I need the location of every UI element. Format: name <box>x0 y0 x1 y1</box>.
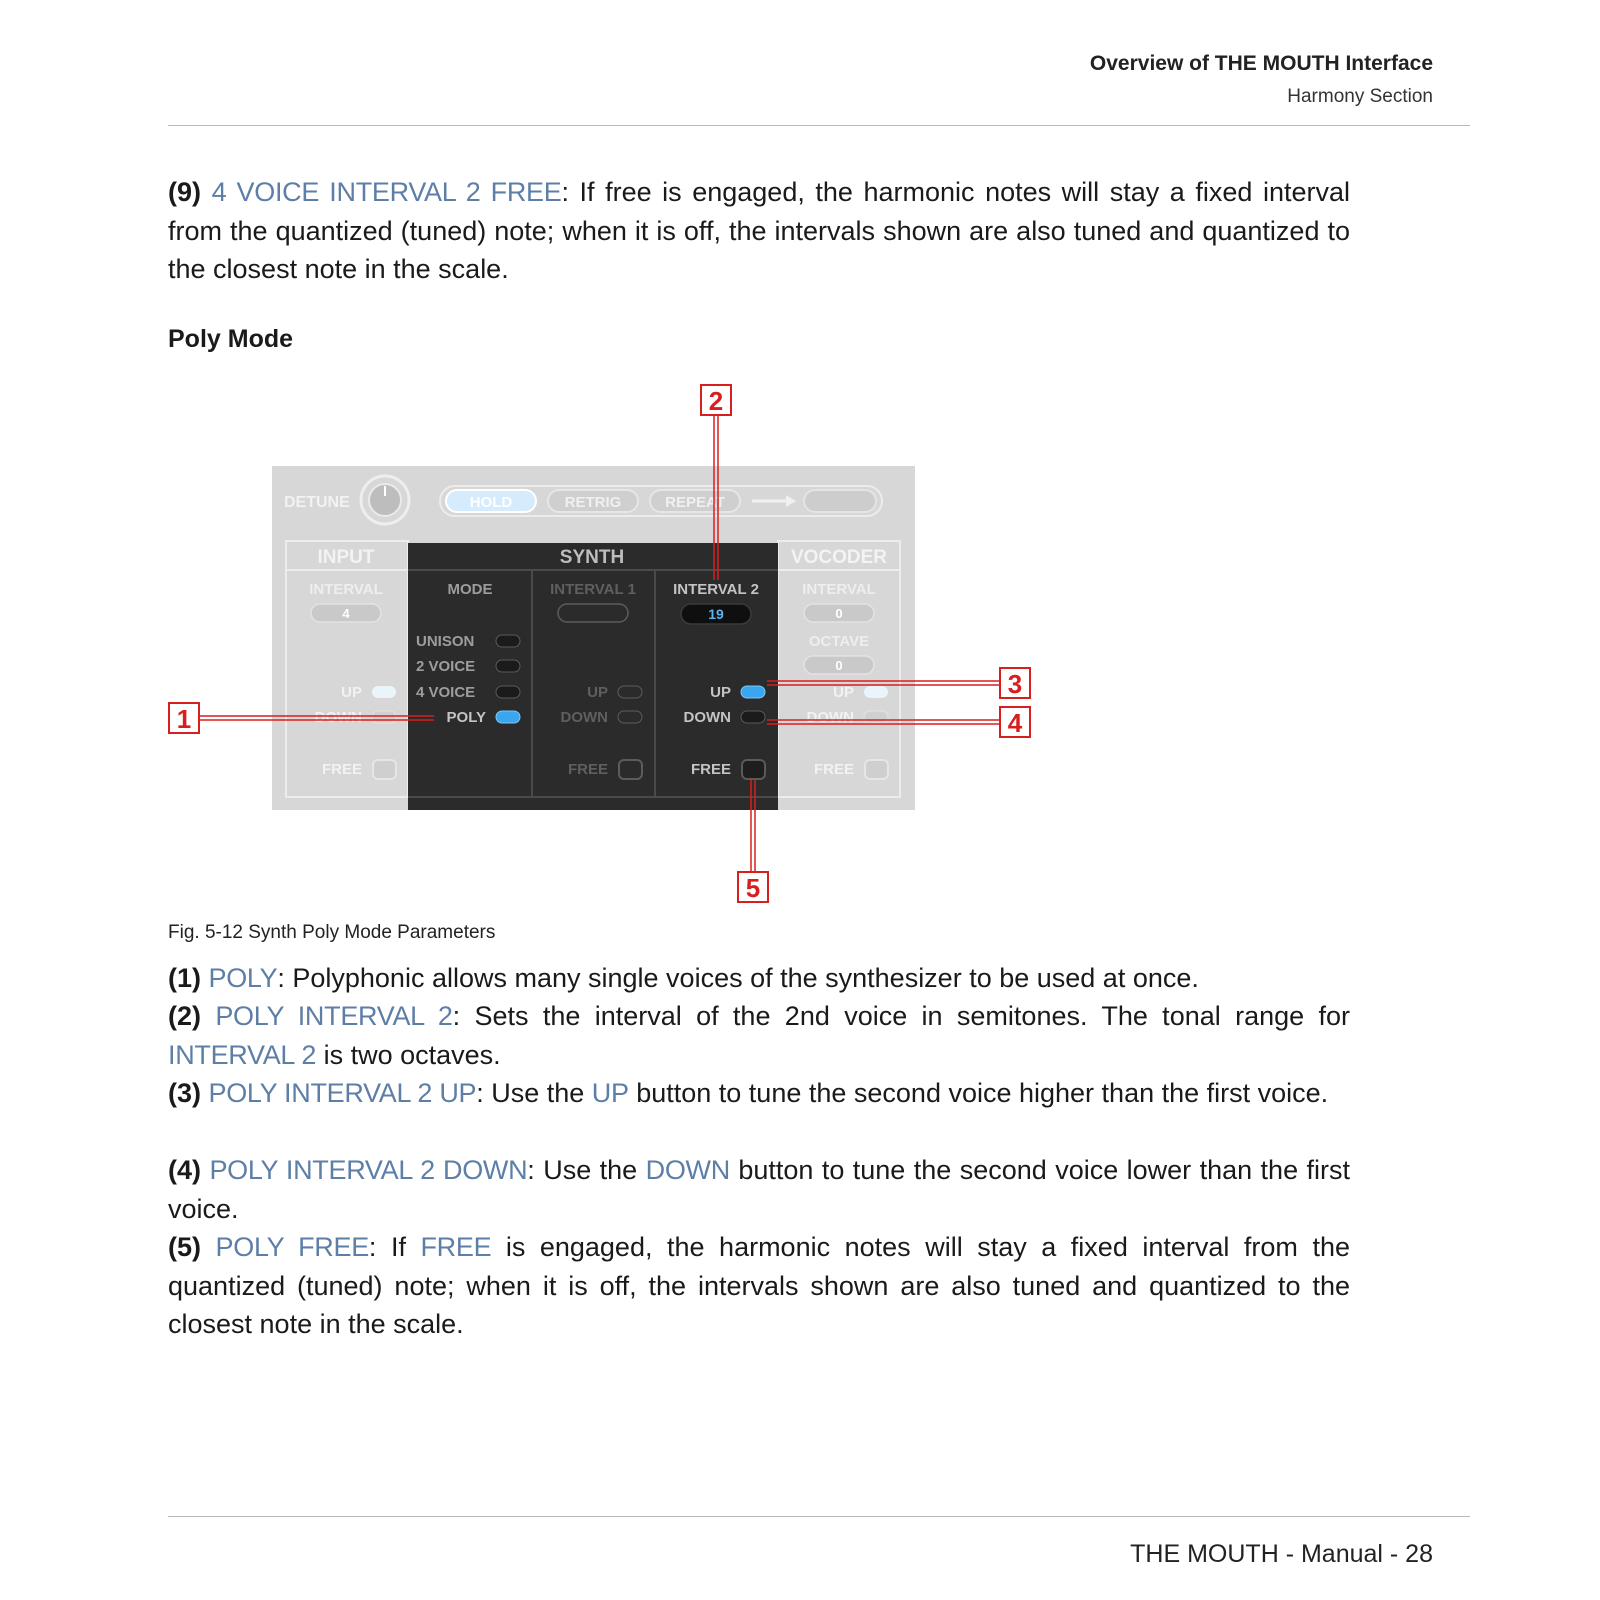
input-interval-value: 4 <box>342 606 350 621</box>
mode-4voice-label: 4 VOICE <box>416 684 476 701</box>
interval1-down-toggle[interactable] <box>618 711 642 723</box>
item-2-paragraph <box>168 997 1350 1074</box>
item-9-text: : If free is engaged, the harmonic notes will stay a fixed interval from the quantized (tuned) note; when it is off, the intervals shown are also tuned and quantized to the closest note in the scale. <box>168 177 1350 284</box>
header-title: Overview of THE MOUTH Interface <box>1089 52 1433 75</box>
item-term: POLY INTERVAL 2 DOWN <box>209 1155 528 1185</box>
mode-unison-toggle[interactable] <box>496 635 520 647</box>
mode-poly-toggle[interactable] <box>496 711 520 723</box>
header-subtitle: Harmony Section <box>1287 86 1433 107</box>
input-title: INPUT <box>317 547 375 568</box>
item-text: : Use the <box>476 1078 592 1108</box>
vocoder-interval-label: INTERVAL <box>802 581 876 598</box>
item-4-paragraph <box>168 1151 1350 1228</box>
item-term-inline: DOWN <box>645 1155 730 1185</box>
mode-2voice-label: 2 VOICE <box>416 658 476 675</box>
input-down-toggle[interactable] <box>372 711 396 723</box>
interval2-free-toggle[interactable] <box>742 760 765 779</box>
interval1-up-label: UP <box>587 684 608 701</box>
vocoder-free-label: FREE <box>813 761 854 778</box>
page-footer: THE MOUTH - Manual - 28 <box>1130 1540 1433 1568</box>
repeat-rate-field[interactable] <box>804 490 876 512</box>
mode-poly-label: POLY <box>446 709 486 726</box>
interval2-label: INTERVAL 2 <box>673 581 759 598</box>
callout-1-number: 1 <box>176 704 192 734</box>
input-free-toggle[interactable] <box>373 760 396 779</box>
input-interval-label: INTERVAL <box>309 581 383 598</box>
item-term-inline: FREE <box>420 1232 492 1262</box>
interval1-free-toggle[interactable] <box>619 760 642 779</box>
item-text-tail: button to tune the second voice lower than the first voice. <box>168 1155 1351 1224</box>
input-up-label: UP <box>341 684 362 701</box>
interval1-free-label: FREE <box>567 761 608 778</box>
item-text: : Polyphonic allows many single voices of the synthesizer to be used at once. <box>277 963 1199 993</box>
footer-rule <box>168 1516 1470 1517</box>
interval2-down-toggle[interactable] <box>741 711 765 723</box>
item-number: (5) <box>168 1232 201 1262</box>
interval1-label: INTERVAL 1 <box>550 581 636 598</box>
interval2-down-label: DOWN <box>683 709 731 726</box>
vocoder-octave-value: 0 <box>835 658 843 673</box>
interval1-field[interactable] <box>558 604 628 622</box>
item-text: : If <box>368 1232 421 1262</box>
interval2-free-label: FREE <box>690 761 731 778</box>
synth-title: SYNTH <box>559 547 625 568</box>
item-term: POLY <box>208 963 278 993</box>
item-term: POLY INTERVAL 2 UP <box>208 1078 477 1108</box>
detune-label: DETUNE <box>284 494 350 511</box>
callout-3-number: 3 <box>1007 669 1023 699</box>
mode-4voice-toggle[interactable] <box>496 686 520 698</box>
input-up-toggle[interactable] <box>372 686 396 698</box>
item-text: : Sets the interval of the 2nd voice in semitones. The tonal range for <box>452 1001 1350 1031</box>
input-down-label: DOWN <box>314 709 362 726</box>
item-number: (1) <box>168 963 201 993</box>
detune-knob[interactable] <box>361 476 409 524</box>
vocoder-title: VOCODER <box>790 547 888 568</box>
item-text: : Use the <box>527 1155 646 1185</box>
interval2-value: 19 <box>708 606 724 622</box>
section-heading: Poly Mode <box>168 325 294 353</box>
item-number: (2) <box>168 1001 201 1031</box>
repeat-label: REPEAT <box>665 494 725 511</box>
vocoder-down-toggle[interactable] <box>864 711 888 723</box>
item-text-tail: is two octaves. <box>316 1039 501 1070</box>
item-9-term: 4 VOICE INTERVAL 2 FREE <box>211 177 562 207</box>
item-3-paragraph <box>168 1074 1350 1113</box>
retrig-label: RETRIG <box>564 494 622 511</box>
interval2-up-label: UP <box>710 684 731 701</box>
vocoder-octave-label: OCTAVE <box>808 633 870 650</box>
item-5-paragraph <box>168 1228 1350 1344</box>
item-term: POLY FREE <box>215 1232 369 1262</box>
callout-2-number: 2 <box>708 386 724 416</box>
hold-label: HOLD <box>469 494 513 511</box>
vocoder-down-label: DOWN <box>806 709 854 726</box>
item-9-number: (9) <box>168 177 201 207</box>
mode-label: MODE <box>447 581 493 598</box>
item-text-tail: button to tune the second voice higher than the first voice. <box>628 1078 1329 1108</box>
interval1-down-label: DOWN <box>560 709 608 726</box>
interval1-up-toggle[interactable] <box>618 686 642 698</box>
vocoder-up-label: UP <box>833 684 854 701</box>
vocoder-free-toggle[interactable] <box>865 760 888 779</box>
interval2-up-toggle[interactable] <box>741 686 765 698</box>
item-number: (4) <box>168 1155 201 1185</box>
item-number: (3) <box>168 1078 201 1108</box>
callout-4-number: 4 <box>1007 708 1023 738</box>
mode-2voice-toggle[interactable] <box>496 660 520 672</box>
item-term-inline: UP <box>591 1078 629 1108</box>
input-free-label: FREE <box>321 761 362 778</box>
item-term-inline: INTERVAL 2 <box>168 1039 317 1070</box>
item-1-paragraph <box>168 959 1350 998</box>
vocoder-interval-value: 0 <box>835 606 843 621</box>
figure-caption: Fig. 5-12 Synth Poly Mode Parameters <box>168 922 496 943</box>
callout-5-number: 5 <box>745 873 761 903</box>
vocoder-up-toggle[interactable] <box>864 686 888 698</box>
item-term: POLY INTERVAL 2 <box>215 1001 453 1031</box>
mode-unison-label: UNISON <box>416 633 475 650</box>
item-text-tail: is engaged, the harmonic notes will stay a fixed interval from the quantized (tuned) note; when it is off, the intervals shown are also tuned and quantized to the closest note in the scale. <box>168 1232 1350 1339</box>
